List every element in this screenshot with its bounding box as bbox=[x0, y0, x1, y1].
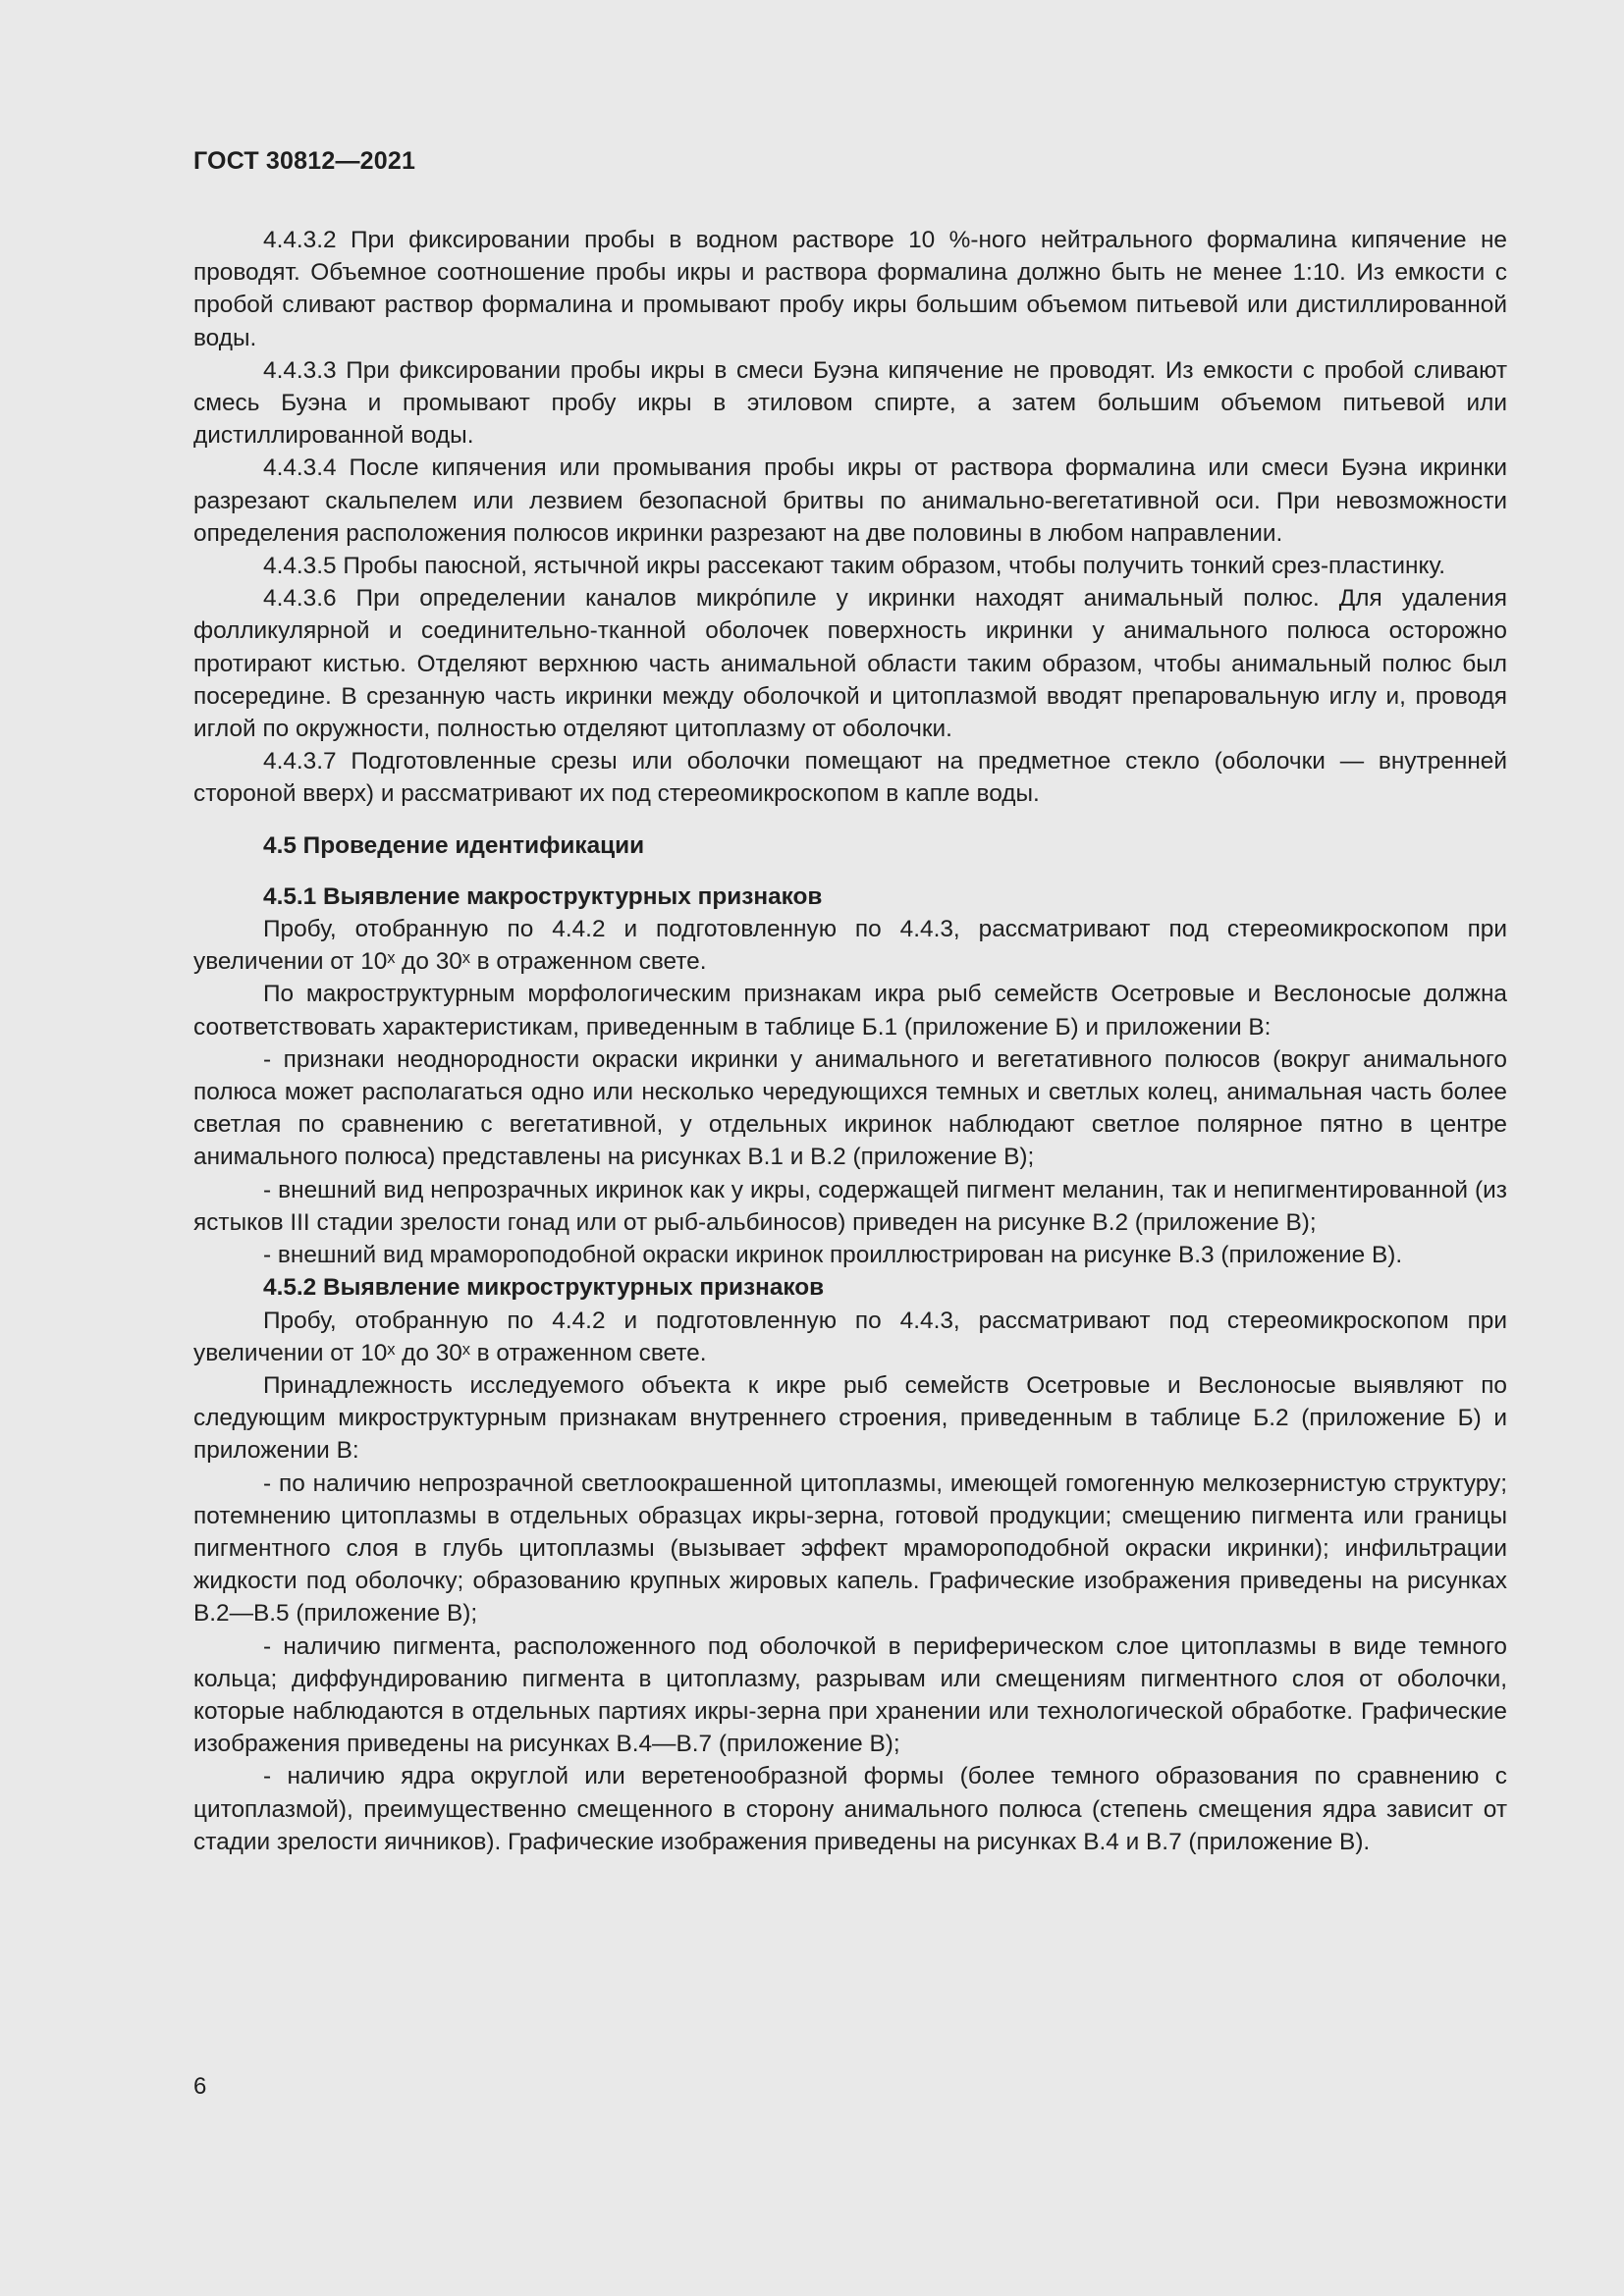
list-item-macro-opaque: - внешний вид непрозрачных икринок как у икры, содержащей пигмент меланин, так и непигментированной (из ястыков III стадии зрелости гонад или от рыб-альбиносов) приведен на рисунке В.2 (приложение В); bbox=[193, 1176, 1507, 1236]
list-item-micro-pigment: - наличию пигмента, расположенного под оболочкой в периферическом слое цитоплазмы в виде темного кольца; диффундированию пигмента в цитоплазму, разрывам или смещениям пигментного слоя от оболочки, которые наблюдаются в отдельных партиях икры-зерна при хранении или технологической обработке. Графические изображения приведены на рисунках В.4—В.7 (приложение В); bbox=[193, 1632, 1507, 1758]
subsection-heading-4-5-2: 4.5.2 Выявление микроструктурных признаков bbox=[263, 1274, 825, 1302]
page-number: 6 bbox=[193, 2073, 207, 2100]
paragraph-4-4-3-5: 4.4.3.5 Пробы паюсной, ястычной икры рассекают таким образом, чтобы получить тонкий срез-пластинку. bbox=[263, 553, 1445, 580]
list-item-micro-cytoplasm: - по наличию непрозрачной светлоокрашенной цитоплазмы, имеющей гомогенную мелкозернистую структуру; потемнению цитоплазмы в отдельных образцах икры-зерна, готовой продукции; смещению пигмента или границы пигментного слоя в глубь цитоплазмы (вызывает эффект мрамороподобной окраски икринки); инфильтрации жидкости под оболочку; образованию крупных жировых капель. Графические изображения приведены на рисунках В.2—В.5 (приложение В); bbox=[193, 1469, 1507, 1628]
document-header: ГОСТ 30812—2021 bbox=[193, 147, 416, 175]
paragraph-4-4-3-3: 4.4.3.3 При фиксировании пробы икры в смеси Буэна кипячение не проводят. Из емкости с пробой сливают смесь Буэна и промывают пробу икры в этиловом спирте, а затем большим объемом питьевой или дистиллированной воды. bbox=[193, 356, 1507, 450]
paragraph-macro-sample: Пробу, отобранную по 4.4.2 и подготовленную по 4.4.3, рассматривают под стереомикроскопом при увеличении от 10ˣ до 30ˣ в отраженном свете. bbox=[193, 916, 1507, 976]
paragraph-4-4-3-2: 4.4.3.2 При фиксировании пробы в водном растворе 10 %-ного нейтрального формалина кипячение не проводят. Объемное соотношение пробы икры и раствора формалина должно быть не менее 1:10. Из емкости с пробой сливают раствор формалина и промывают пробу икры большим объемом питьевой или дистиллированной воды. bbox=[193, 227, 1507, 351]
paragraph-macro-criteria: По макроструктурным морфологическим признакам икра рыб семейств Осетровые и Веслоносые должна соответствовать характеристикам, приведенным в таблице Б.1 (приложение Б) и приложении В: bbox=[193, 981, 1507, 1041]
subsection-heading-4-5-1: 4.5.1 Выявление макроструктурных признаков bbox=[263, 882, 823, 910]
paragraph-4-4-3-4: 4.4.3.4 После кипячения или промывания пробы икры от раствора формалина или смеси Буэна икринки разрезают скальпелем или лезвием безопасной бритвы по анимально-вегетативной оси. При невозможности определения расположения полюсов икринки разрезают на две половины в любом направлении. bbox=[193, 454, 1507, 547]
paragraph-micro-criteria: Принадлежность исследуемого объекта к икре рыб семейств Осетровые и Веслоносые выявляют по следующим микроструктурным признакам внутреннего строения, приведенным в таблице Б.2 (приложение Б) и приложении В: bbox=[193, 1371, 1507, 1465]
document-body bbox=[193, 224, 1507, 1858]
section-heading-4-5: 4.5 Проведение идентификации bbox=[263, 831, 645, 859]
paragraph-4-4-3-7: 4.4.3.7 Подготовленные срезы или оболочки помещают на предметное стекло (оболочки — внутренней стороной вверх) и рассматривают их под стереомикроскопом в капле воды. bbox=[193, 748, 1507, 808]
list-item-macro-color: - признаки неоднородности окраски икринки у анимального и вегетативного полюсов (вокруг анимального полюса может располагаться одно или несколько чередующихся темных и светлых колец, анимальная часть более светлая по сравнению с вегетативной, у отдельных икринок наблюдают светлое полярное пятно в центре анимального полюса) представлены на рисунках В.1 и В.2 (приложение В); bbox=[193, 1045, 1507, 1171]
paragraph-4-4-3-6: 4.4.3.6 При определении каналов микро́пиле у икринки находят анимальный полюс. Для удаления фолликулярной и соединительно-тканной оболочек поверхность икринки у анимального полюса осторожно протирают кистью. Отделяют верхнюю часть анимальной области таким образом, чтобы анимальный полюс был посередине. В срезанную часть икринки между оболочкой и цитоплазмой вводят препаровальную иглу и, проводя иглой по окружности, полностью отделяют цитоплазму от оболочки. bbox=[193, 585, 1507, 743]
list-item-micro-nucleus: - наличию ядра округлой или веретенообразной формы (более темного образования по сравнению с цитоплазмой), преимущественно смещенного в сторону анимального полюса (степень смещения ядра зависит от стадии зрелости яичников). Графические изображения приведены на рисунках В.4 и В.7 (приложение В). bbox=[193, 1763, 1507, 1855]
paragraph-micro-sample: Пробу, отобранную по 4.4.2 и подготовленную по 4.4.3, рассматривают под стереомикроскопом при увеличении от 10ˣ до 30ˣ в отраженном свете. bbox=[193, 1307, 1507, 1366]
list-item-macro-marble: - внешний вид мрамороподобной окраски икринок проиллюстрирован на рисунке В.3 (приложение В). bbox=[263, 1242, 1403, 1269]
